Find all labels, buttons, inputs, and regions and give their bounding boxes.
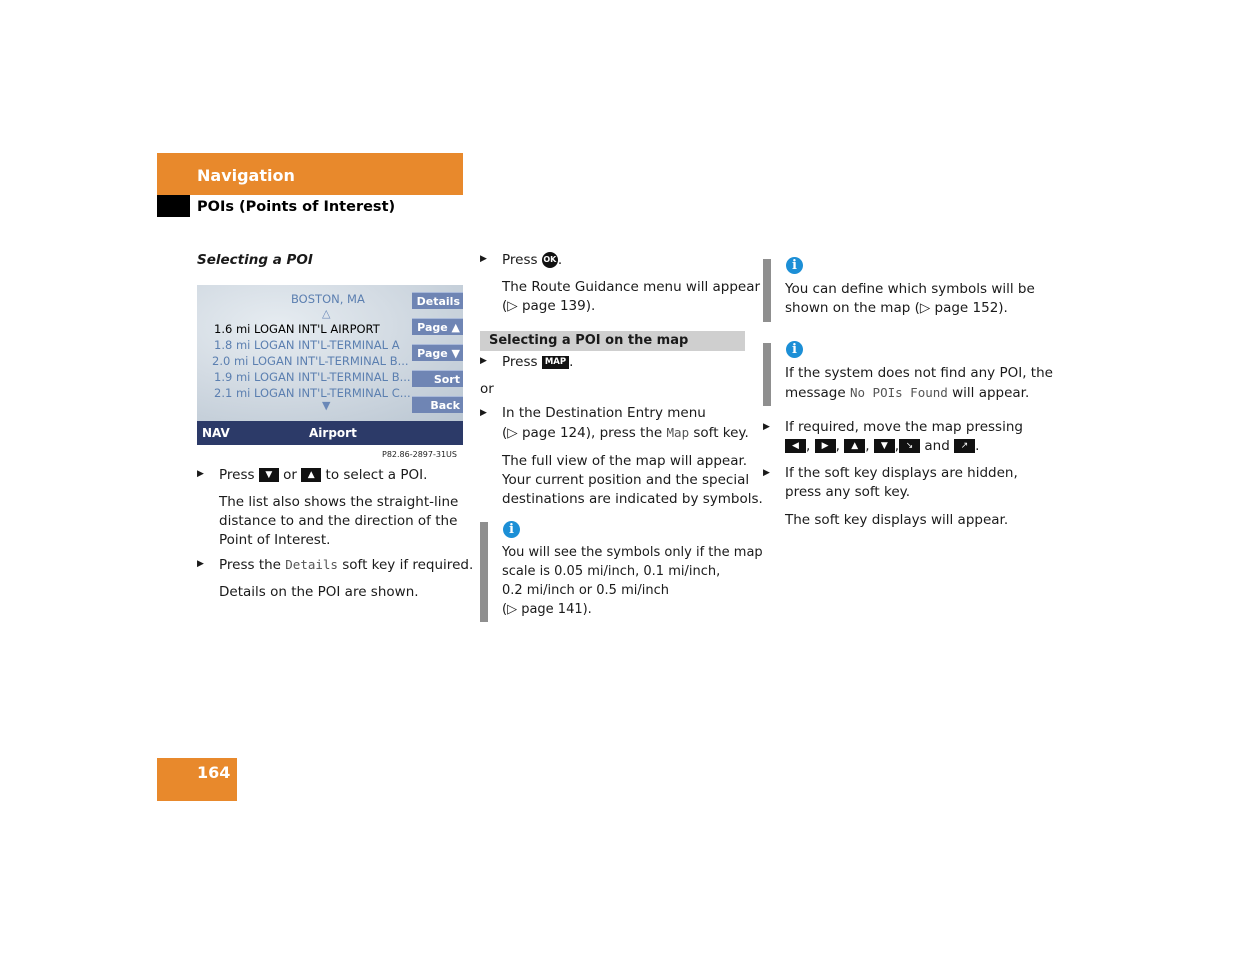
softkey-back: Back: [412, 396, 463, 413]
bar-category-label: Airport: [309, 426, 357, 440]
softkey-page-up: Page ▲: [412, 318, 463, 335]
column-heading: Selecting a POI: [197, 252, 313, 268]
section-heading: Selecting a POI on the map: [489, 333, 689, 348]
bullet-icon: ▶: [197, 559, 204, 569]
diagonal-key-icon: ↘: [899, 439, 920, 453]
softkey-details: Details: [412, 292, 463, 309]
softkey-sort: Sort: [412, 370, 463, 387]
softkey-name: Details: [285, 557, 338, 572]
info-note: You will see the symbols only if the map scale is 0.05 mi/inch, 0.1 mi/inch, 0.2 mi/inch or 0.5 mi/inch (▷ page 141).: [502, 545, 763, 617]
softkey-name: Map: [666, 425, 690, 440]
header-marker: [157, 195, 190, 217]
map-key-icon: MAP: [542, 356, 569, 369]
list-item: 1.9 mi LOGAN INT'L-TERMINAL B...: [214, 370, 411, 384]
scroll-down-icon: ▼: [322, 399, 331, 412]
bullet-icon: ▶: [480, 408, 487, 418]
ok-button-icon: OK: [542, 252, 558, 268]
info-bar: [763, 343, 771, 406]
info-icon: i: [786, 341, 803, 358]
right-key-icon: ▶: [815, 439, 836, 453]
diagonal-key-icon: ↗: [954, 439, 975, 453]
info-icon: i: [503, 521, 520, 538]
bar-nav-label: NAV: [202, 426, 230, 440]
paragraph: The Route Guidance menu will appear (▷ page 139).: [502, 279, 761, 314]
up-key-icon: ▲: [844, 439, 865, 453]
paragraph: The soft key displays will appear.: [785, 512, 1009, 528]
screen-status-bar: [197, 421, 463, 445]
bullet-icon: ▶: [480, 356, 487, 366]
scroll-up-icon: △: [322, 307, 331, 320]
section-title: Navigation: [197, 166, 295, 185]
list-item-selected: 1.6 mi LOGAN INT'L AIRPORT: [214, 322, 380, 336]
message-text: No POIs Found: [849, 385, 948, 400]
page-number: 164: [197, 763, 231, 782]
bullet-icon: ▶: [763, 468, 770, 478]
bullet-icon: ▶: [197, 469, 204, 479]
device-screen: [197, 285, 463, 445]
bullet-icon: ▶: [763, 422, 770, 432]
list-item: 2.1 mi LOGAN INT'L-TERMINAL C...: [214, 386, 411, 400]
down-key-icon: ▼: [874, 439, 895, 453]
info-bar: [763, 259, 771, 322]
subsection-title: POIs (Points of Interest): [197, 199, 396, 215]
bullet-icon: ▶: [480, 254, 487, 264]
figure-reference: P82.86-2897-31US: [382, 450, 457, 459]
info-note: If the system does not find any POI, the message No POIs Found will appear.: [785, 365, 1053, 401]
down-key-icon: ▼: [259, 468, 279, 482]
list-item: 1.8 mi LOGAN INT'L-TERMINAL A: [214, 338, 400, 352]
paragraph: The full view of the map will appear. Your current position and the special destinations are indicated by symbols.: [502, 453, 763, 507]
info-icon: i: [786, 257, 803, 274]
softkey-page-down: Page ▼: [412, 344, 463, 361]
list-item: 2.0 mi LOGAN INT'L-TERMINAL B...: [212, 354, 409, 368]
paragraph: The list also shows the straight-line distance to and the direction of the Point of Interest.: [219, 494, 459, 548]
left-key-icon: ◀: [785, 439, 806, 453]
info-note: You can define which symbols will be shown on the map (▷ page 152).: [785, 281, 1035, 316]
screen-city: BOSTON, MA: [291, 292, 365, 306]
paragraph: Details on the POI are shown.: [219, 584, 419, 600]
or-text: or: [480, 381, 494, 397]
up-key-icon: ▲: [301, 468, 321, 482]
info-bar: [480, 522, 488, 622]
